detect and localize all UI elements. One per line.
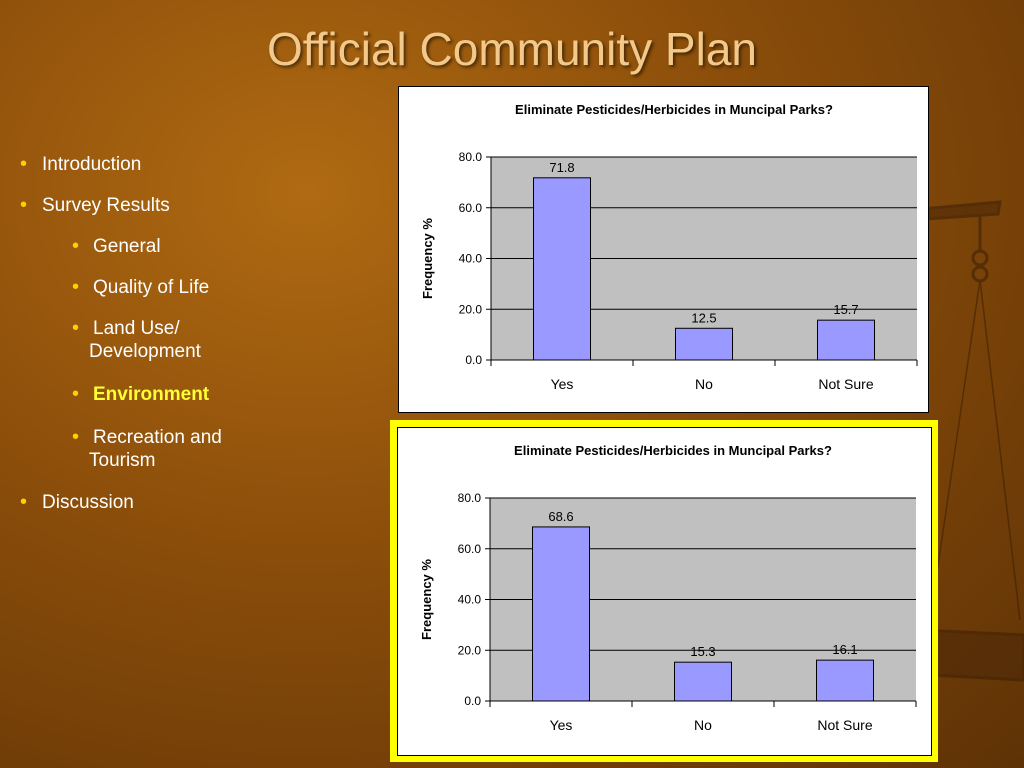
bullet-dot-icon: •	[20, 491, 28, 513]
bullet-dot-icon: •	[72, 426, 80, 448]
bar-yes	[534, 178, 591, 360]
bullet-general	[72, 236, 161, 258]
x-category-label: Not Sure	[817, 717, 873, 733]
x-category-label: Yes	[550, 376, 574, 392]
y-tick-label: 20.0	[457, 643, 481, 658]
bullet-label: Environment	[93, 384, 210, 405]
y-axis-label: Frequency %	[419, 559, 434, 640]
y-tick-label: 60.0	[457, 541, 481, 556]
y-tick-label: 80.0	[458, 150, 482, 164]
y-axis-label: Frequency %	[420, 218, 435, 299]
x-category-label: No	[695, 376, 713, 392]
y-tick-label: 40.0	[457, 592, 481, 607]
bar-yes	[533, 527, 590, 701]
bullet-label-continued: Development	[89, 341, 201, 362]
bullet-recreation	[72, 427, 222, 472]
bullet-label: Survey Results	[42, 195, 170, 216]
y-tick-label: 20.0	[458, 302, 482, 317]
data-label: 15.3	[690, 644, 716, 660]
bullet-environment	[72, 384, 209, 406]
data-label: 12.5	[691, 310, 717, 326]
data-label: 71.8	[549, 159, 575, 175]
bar-chart-2	[398, 428, 931, 755]
y-tick-label: 80.0	[457, 491, 481, 505]
bullet-dot-icon: •	[20, 153, 28, 175]
bullet-quality-of-life	[72, 277, 209, 299]
bar-not-sure	[818, 320, 875, 360]
chart-title: Eliminate Pesticides/Herbicides in Muncipal Parks?	[515, 102, 833, 117]
slide-title: Official Community Plan	[267, 23, 757, 75]
bullet-dot-icon: •	[72, 383, 80, 405]
chart-panel-1	[398, 86, 929, 413]
bullet-dot-icon: •	[72, 276, 80, 298]
y-tick-label: 60.0	[458, 200, 482, 215]
bullet-label: Introduction	[42, 154, 142, 175]
bullet-dot-icon: •	[72, 235, 80, 257]
bullet-label: Recreation and	[93, 427, 222, 448]
bar-no	[675, 662, 732, 701]
chart-title: Eliminate Pesticides/Herbicides in Muncipal Parks?	[514, 443, 832, 458]
data-label: 16.1	[832, 642, 858, 658]
bullet-land-use	[72, 318, 201, 363]
data-label: 68.6	[548, 508, 574, 524]
bullet-introduction	[20, 154, 141, 176]
bullet-dot-icon: •	[72, 317, 80, 339]
x-category-label: Not Sure	[818, 376, 874, 392]
x-category-label: No	[694, 717, 712, 733]
chart-panel-2	[397, 427, 932, 756]
bullet-dot-icon: •	[20, 194, 28, 216]
bar-no	[676, 328, 733, 360]
bullet-label: Discussion	[42, 492, 134, 513]
data-label: 15.7	[833, 302, 859, 318]
x-category-label: Yes	[549, 717, 573, 733]
y-tick-label: 0.0	[464, 694, 481, 708]
bullet-label: General	[93, 236, 161, 257]
bar-not-sure	[817, 660, 874, 701]
bullet-label: Land Use/	[93, 318, 180, 339]
bar-chart-1	[399, 87, 928, 412]
bullet-survey-results	[20, 195, 170, 217]
bullet-label: Quality of Life	[93, 277, 210, 298]
y-tick-label: 40.0	[458, 251, 482, 266]
y-tick-label: 0.0	[465, 353, 482, 367]
bullet-discussion	[20, 492, 134, 514]
bullet-label-continued: Tourism	[89, 450, 156, 471]
